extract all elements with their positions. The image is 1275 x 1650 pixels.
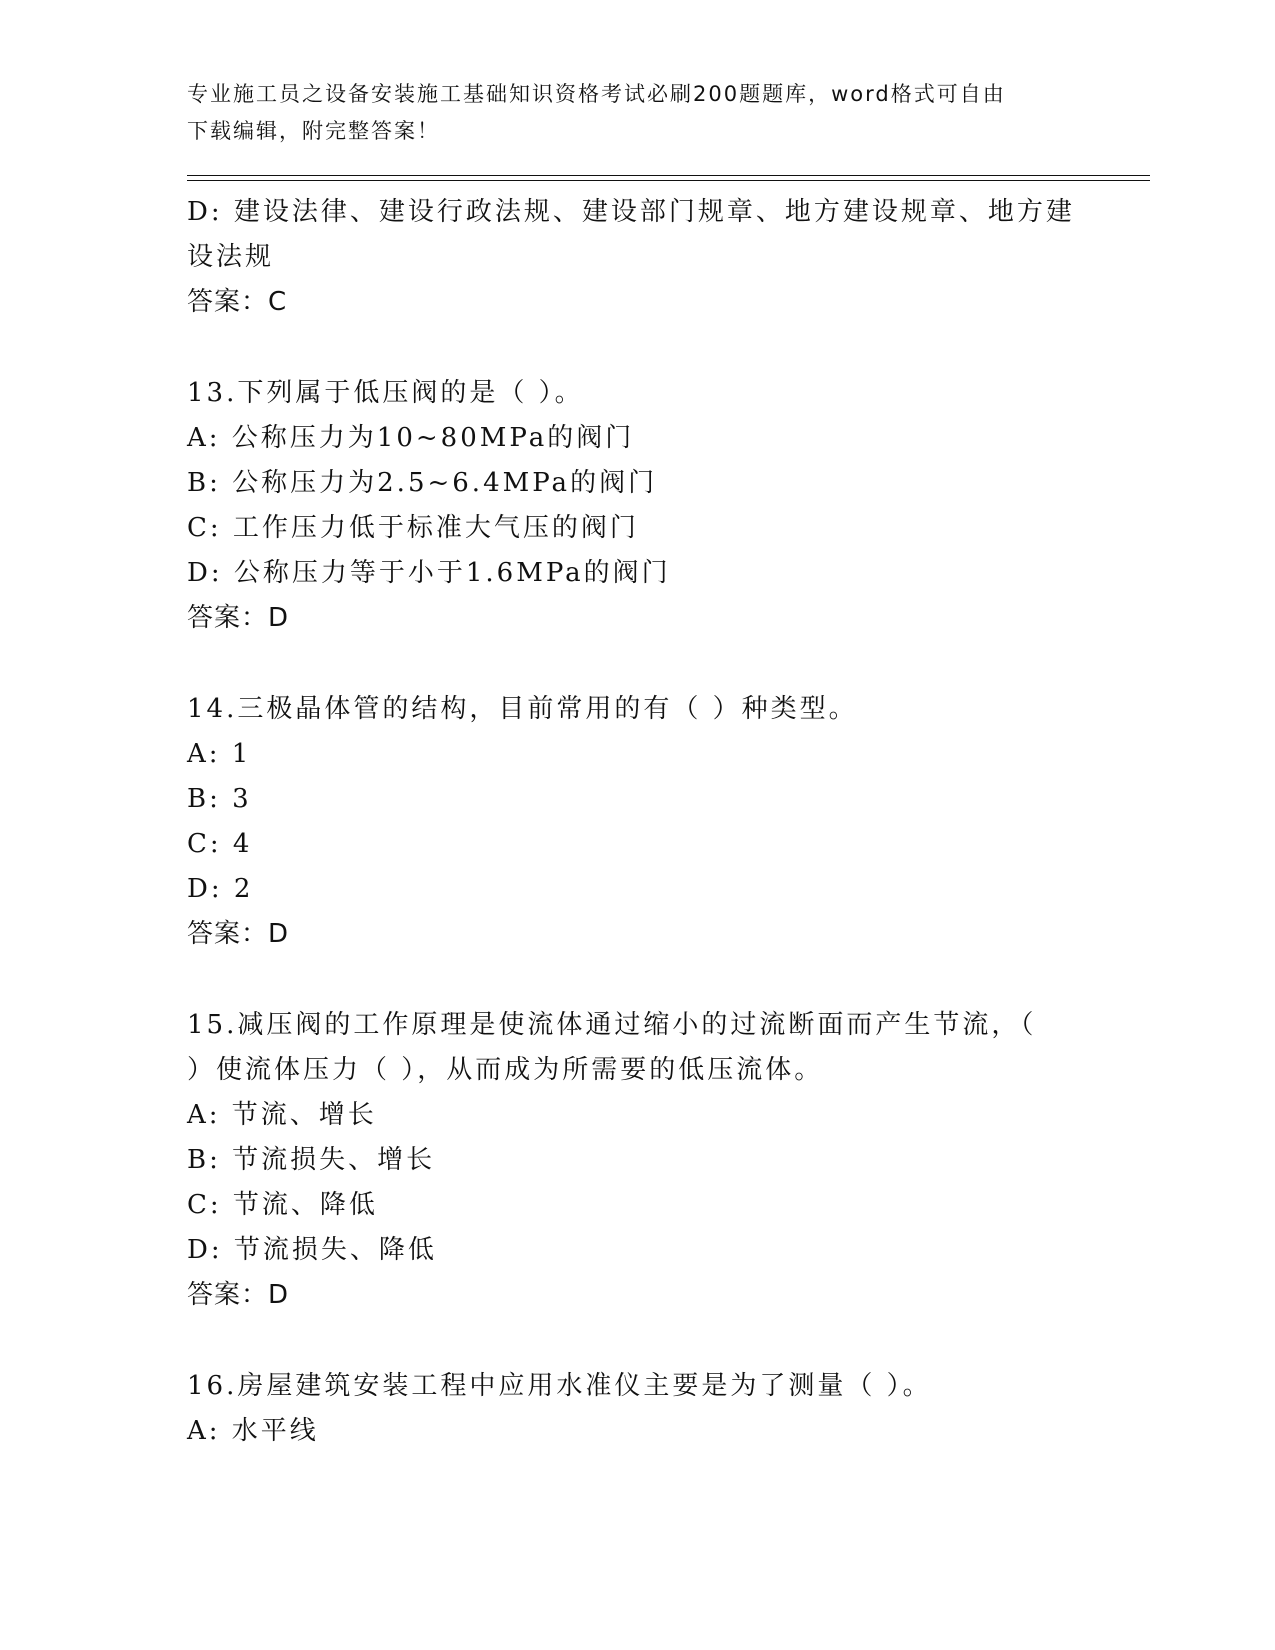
answer: 答案：D <box>187 603 290 633</box>
header-divider-top <box>187 175 1150 176</box>
question-text: 13.下列属于低压阀的是（ ）。 <box>187 378 584 408</box>
question-text: 15.减压阀的工作原理是使流体通过缩小的过流断面而产生节流，（ <box>187 1010 1037 1040</box>
option-b: B: 3 <box>187 784 252 814</box>
option-a: A: 1 <box>187 739 252 769</box>
question-13 <box>187 371 1087 641</box>
option-a: A: 公称压力为10~80MPa的阀门 <box>187 423 635 453</box>
question-text: 16.房屋建筑安装工程中应用水准仪主要是为了测量（ ）。 <box>187 1371 932 1401</box>
answer: 答案：D <box>187 1280 290 1310</box>
header-line-1: 专业施工员之设备安装施工基础知识资格考试必刷200题题库，word格式可自由 <box>187 82 1006 106</box>
option-d: D: 2 <box>187 874 254 904</box>
option-d: D: 公称压力等于小于1.6MPa的阀门 <box>187 558 671 588</box>
answer: 答案：D <box>187 919 290 949</box>
question-14 <box>187 687 1087 957</box>
option-b: B: 节流损失、增长 <box>187 1145 436 1175</box>
question-15 <box>187 1003 1087 1318</box>
question-text-continued: ）使流体压力（ ），从而成为所需要的低压流体。 <box>187 1055 824 1085</box>
document-body <box>187 190 1087 1454</box>
header-line-2: 下载编辑，附完整答案！ <box>187 119 440 143</box>
header-divider-bottom <box>187 180 1150 181</box>
option-c: C: 4 <box>187 829 253 859</box>
question-16 <box>187 1364 1087 1454</box>
document-header <box>187 76 1087 150</box>
option-d-continued: 设法规 <box>187 242 275 272</box>
option-d: D: 建设法律、建设行政法规、建设部门规章、地方建设规章、地方建 <box>187 197 1075 227</box>
option-a: A: 节流、增长 <box>187 1100 377 1130</box>
option-d: D: 节流损失、降低 <box>187 1235 437 1265</box>
answer: 答案：C <box>187 287 288 317</box>
option-c: C: 工作压力低于标准大气压的阀门 <box>187 513 639 543</box>
question-text: 14.三极晶体管的结构，目前常用的有（ ）种类型。 <box>187 694 858 724</box>
option-a: A: 水平线 <box>187 1416 319 1446</box>
option-b: B: 公称压力为2.5~6.4MPa的阀门 <box>187 468 658 498</box>
question-12-tail <box>187 190 1087 325</box>
option-c: C: 节流、降低 <box>187 1190 378 1220</box>
